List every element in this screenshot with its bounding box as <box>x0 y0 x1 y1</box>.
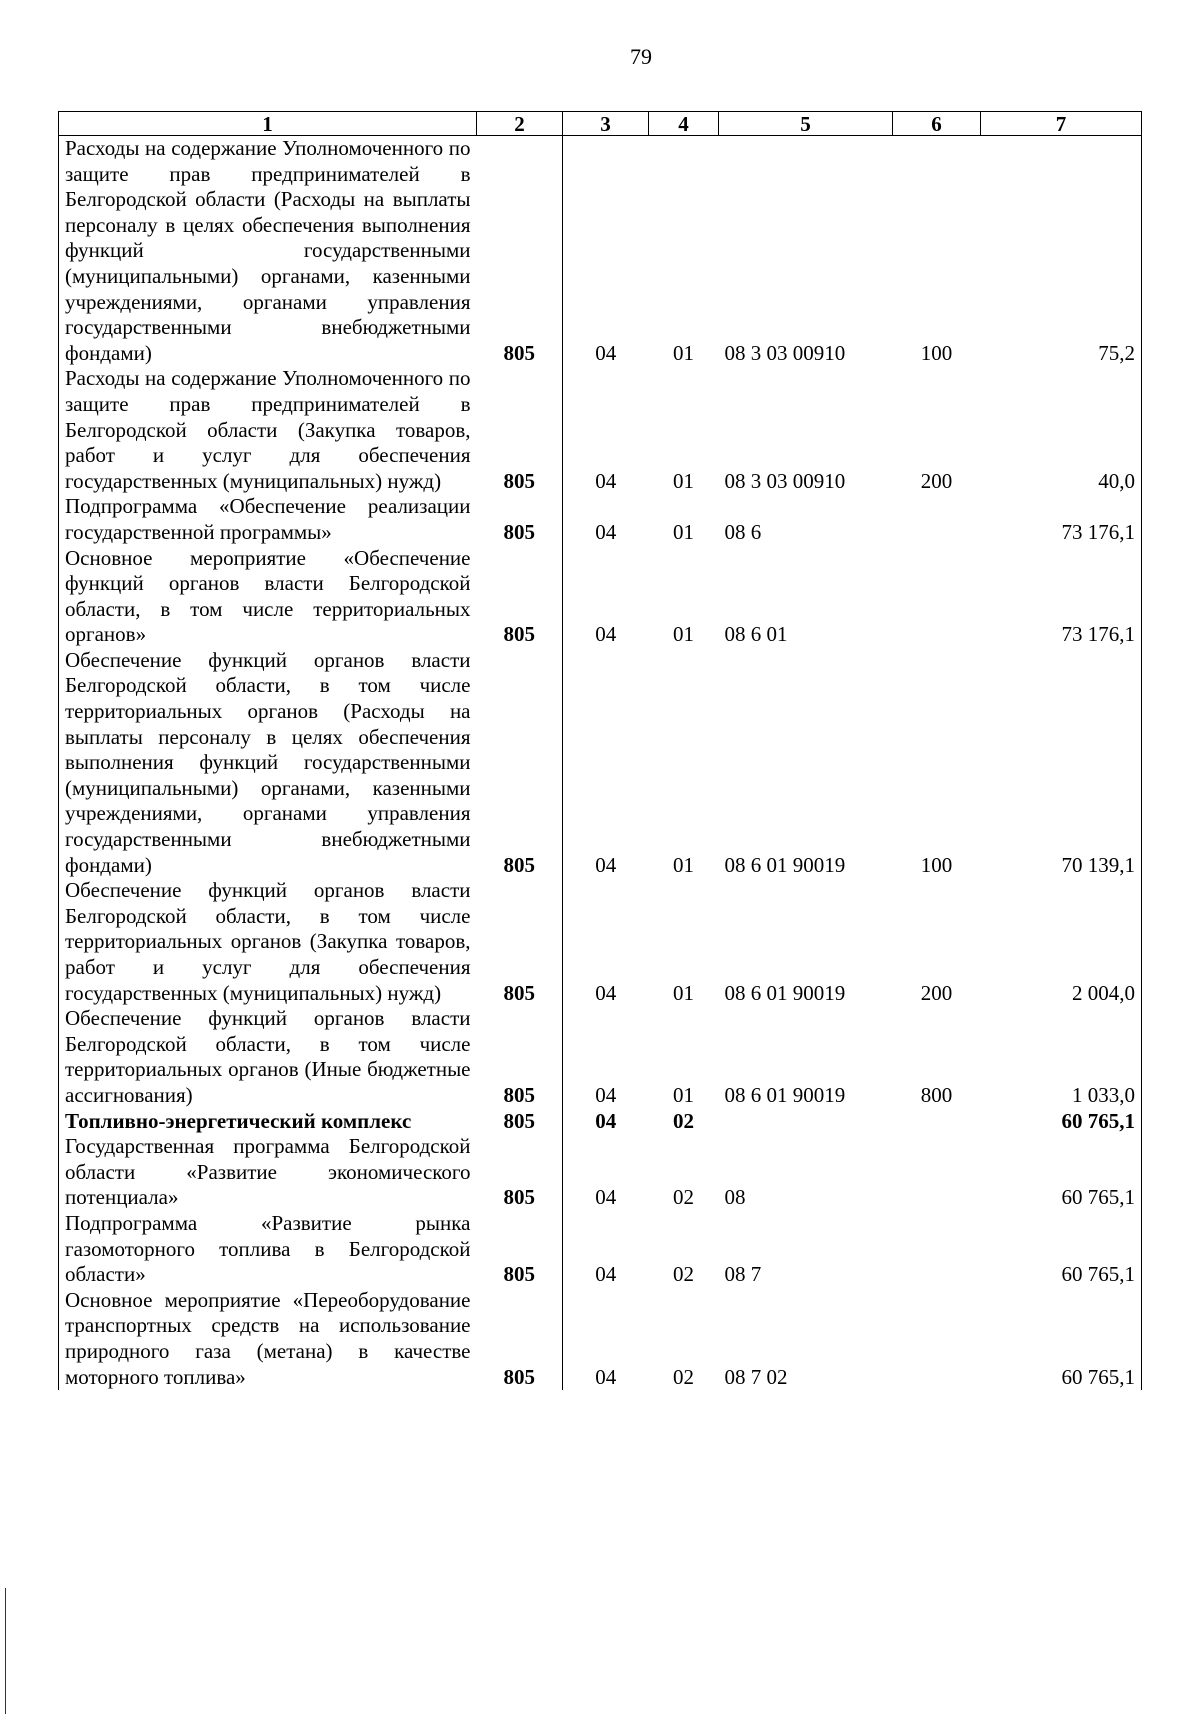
row-amount: 60 765,1 <box>981 1134 1142 1211</box>
row-section: 04 <box>595 519 617 544</box>
row-target-article: 08 6 01 90019 <box>724 852 846 877</box>
row-admin-code: 805 <box>477 494 563 545</box>
row-section: 04 <box>595 1082 617 1107</box>
row-section: 04 <box>595 1364 617 1389</box>
row-amount: 60 765,1 <box>981 1211 1142 1288</box>
row-target-article <box>719 1109 893 1135</box>
table-row <box>59 494 1142 545</box>
row-admin-code: 805 <box>477 648 563 878</box>
table-row <box>59 366 1142 494</box>
row-target-article: 08 7 02 <box>724 1364 788 1389</box>
row-expense-type: 200 <box>920 468 953 493</box>
row-expense-type: 100 <box>920 852 953 877</box>
header-col-3: 3 <box>563 112 649 136</box>
row-admin-code: 805 <box>477 878 563 1006</box>
table-row <box>59 136 1142 367</box>
row-amount: 73 176,1 <box>981 546 1142 648</box>
row-description: Обеспечение функций органов власти Белгородской области, в том числе территориальных органов (Расходы на выплаты персоналу в целях обеспечения выполнения функций государственными (муниципальными) органами, казенными учреждениями, органами управления государственными внебюджетными фондами) <box>59 648 477 878</box>
row-subsection: 02 <box>673 1262 694 1287</box>
header-col-4: 4 <box>649 112 719 136</box>
row-expense-type <box>893 546 981 648</box>
table-row <box>59 1288 1142 1390</box>
row-expense-type <box>893 1134 981 1211</box>
table-row <box>59 546 1142 648</box>
row-subsection: 01 <box>673 1082 694 1107</box>
row-amount: 1 033,0 <box>981 1006 1142 1108</box>
row-description: Государственная программа Белгородской области «Развитие экономического потенциала» <box>59 1134 477 1211</box>
row-section: 04 <box>595 1185 617 1210</box>
row-section: 04 <box>595 852 617 877</box>
row-expense-type: 100 <box>920 340 953 365</box>
row-description: Подпрограмма «Развитие рынка газомоторного топлива в Белгородской области» <box>59 1211 477 1288</box>
row-amount: 75,2 <box>981 136 1142 367</box>
row-admin-code: 805 <box>477 136 563 367</box>
row-admin-code: 805 <box>477 366 563 494</box>
row-target-article: 08 6 <box>724 519 762 544</box>
row-section: 04 <box>595 1108 617 1133</box>
row-admin-code: 805 <box>477 1211 563 1288</box>
row-amount: 60 765,1 <box>981 1288 1142 1390</box>
row-amount: 40,0 <box>981 366 1142 494</box>
row-subsection: 01 <box>673 519 694 544</box>
budget-table <box>58 111 1142 1390</box>
row-expense-type <box>893 1109 981 1135</box>
table-row <box>59 1134 1142 1211</box>
row-expense-type <box>893 494 981 545</box>
table-row <box>59 878 1142 1006</box>
header-col-7: 7 <box>981 112 1142 136</box>
table-row <box>59 1211 1142 1288</box>
row-target-article: 08 7 <box>724 1262 762 1287</box>
row-description: Обеспечение функций органов власти Белгородской области, в том числе территориальных органов (Закупка товаров, работ и услуг для обеспечения государственных (муниципальных) нужд) <box>59 878 477 1006</box>
row-target-article: 08 3 03 00910 <box>724 340 846 365</box>
table-row <box>59 648 1142 878</box>
row-subsection: 01 <box>673 980 694 1005</box>
row-amount: 60 765,1 <box>981 1109 1142 1135</box>
row-description: Топливно-энергетический комплекс <box>59 1109 477 1135</box>
row-amount: 70 139,1 <box>981 648 1142 878</box>
row-admin-code: 805 <box>477 1134 563 1211</box>
row-target-article: 08 6 01 90019 <box>724 980 846 1005</box>
row-subsection: 01 <box>673 468 694 493</box>
header-col-1: 1 <box>59 112 477 136</box>
row-description: Расходы на содержание Уполномоченного по защите прав предпринимателей в Белгородской области (Расходы на выплаты персоналу в целях обеспечения выполнения функций государственными (муниципальными) органами, казенными учреждениями, органами управления государственными внебюджетными фондами) <box>59 136 477 367</box>
header-col-2: 2 <box>477 112 563 136</box>
row-section: 04 <box>595 1262 617 1287</box>
table-row <box>59 1006 1142 1108</box>
row-admin-code: 805 <box>477 1006 563 1108</box>
row-target-article: 08 6 01 <box>724 622 788 647</box>
table-row <box>59 1109 1142 1135</box>
row-section: 04 <box>595 980 617 1005</box>
row-subsection: 02 <box>673 1364 694 1389</box>
row-subsection: 02 <box>673 1185 694 1210</box>
row-expense-type <box>893 1288 981 1390</box>
row-section: 04 <box>595 468 617 493</box>
page-number: 79 <box>630 44 652 69</box>
header-col-5: 5 <box>719 112 893 136</box>
row-subsection: 01 <box>673 622 694 647</box>
row-subsection: 01 <box>673 852 694 877</box>
row-target-article: 08 6 01 90019 <box>724 1082 846 1107</box>
row-expense-type <box>893 1211 981 1288</box>
row-admin-code: 805 <box>477 1109 563 1135</box>
row-amount: 73 176,1 <box>981 494 1142 545</box>
row-section: 04 <box>595 622 617 647</box>
row-expense-type: 200 <box>920 980 953 1005</box>
row-description: Обеспечение функций органов власти Белгородской области, в том числе территориальных органов (Иные бюджетные ассигнования) <box>59 1006 477 1108</box>
row-description: Основное мероприятие «Обеспечение функций органов власти Белгородской области, в том числе территориальных органов» <box>59 546 477 648</box>
row-description: Основное мероприятие «Переоборудование транспортных средств на использование природного газа (метана) в качестве моторного топлива» <box>59 1288 477 1390</box>
header-col-6: 6 <box>893 112 981 136</box>
scan-margin-line <box>5 1588 6 1714</box>
row-section: 04 <box>595 340 617 365</box>
row-subsection: 02 <box>673 1108 694 1133</box>
row-target-article: 08 3 03 00910 <box>724 468 846 493</box>
row-amount: 2 004,0 <box>981 878 1142 1006</box>
row-target-article: 08 <box>724 1185 746 1210</box>
row-expense-type: 800 <box>920 1082 953 1107</box>
table-header-row <box>59 112 1142 136</box>
row-subsection: 01 <box>673 340 694 365</box>
row-admin-code: 805 <box>477 546 563 648</box>
row-description: Подпрограмма «Обеспечение реализации государственной программы» <box>59 494 477 545</box>
row-admin-code: 805 <box>477 1288 563 1390</box>
row-description: Расходы на содержание Уполномоченного по защите прав предпринимателей в Белгородской области (Закупка товаров, работ и услуг для обеспечения государственных (муниципальных) нужд) <box>59 366 477 494</box>
